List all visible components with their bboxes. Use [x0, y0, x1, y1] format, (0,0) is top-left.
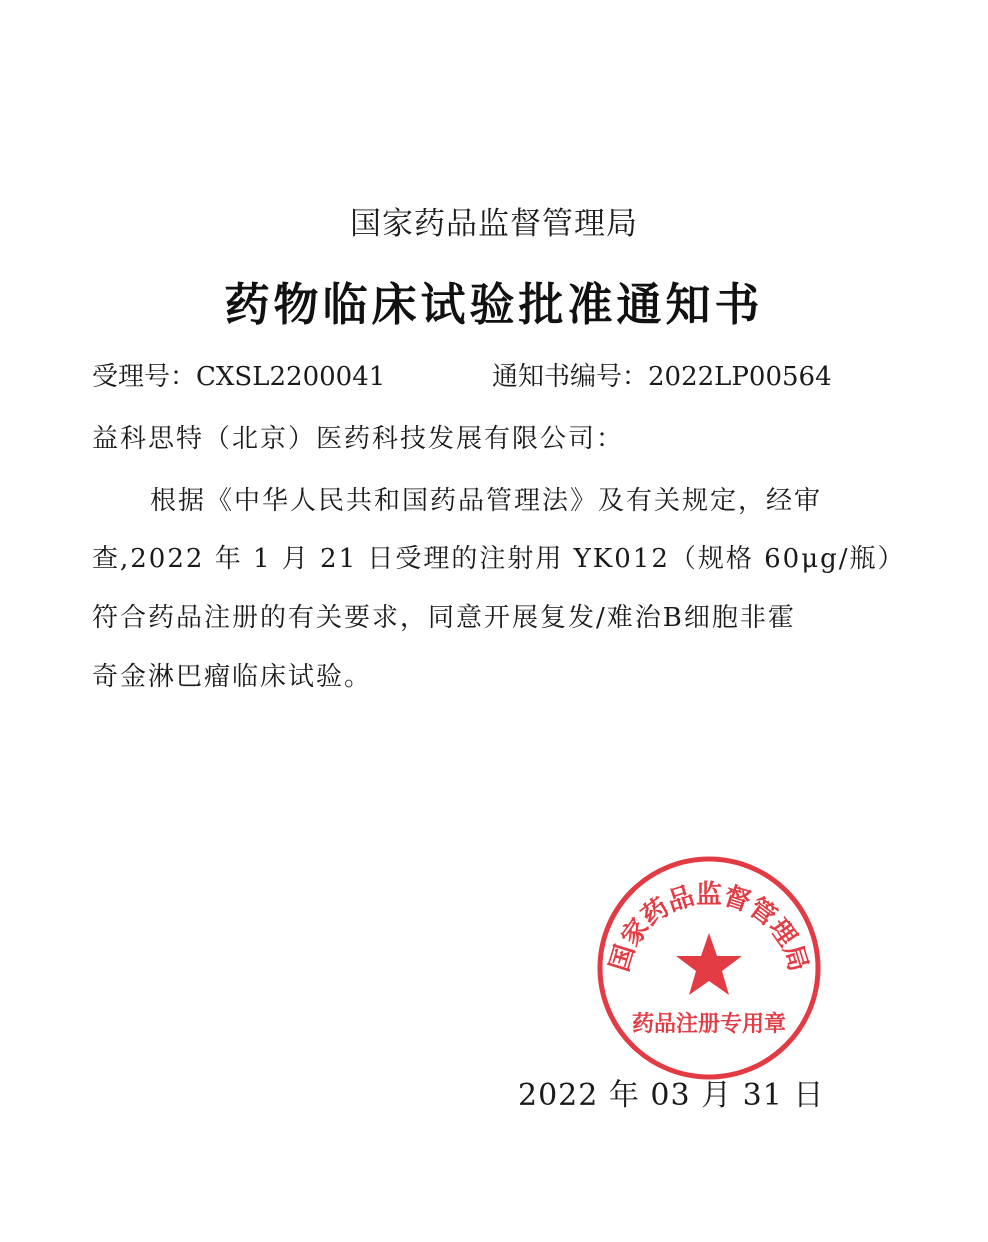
acceptance-number: 受理号：CXSL2200041	[92, 362, 386, 392]
body-line-2: 查,2022 年 1 月 21 日受理的注射用 YK012（规格 60μg/瓶）	[92, 544, 906, 574]
addressee: 益科思特（北京）医药科技发展有限公司：	[92, 424, 625, 454]
issue-date: 2022 年 03 月 31 日	[518, 1078, 825, 1113]
issuer-name: 国家药品监督管理局	[350, 206, 638, 242]
body-line-3: 符合药品注册的有关要求，同意开展复发/难治B细胞非霍	[92, 603, 796, 633]
document-title: 药物临床试验批准通知书	[224, 278, 764, 331]
body-line-1: 根据《中华人民共和国药品管理法》及有关规定，经审	[150, 486, 823, 516]
seal-bottom-text: 药品注册专用章	[631, 1012, 787, 1037]
star-icon	[676, 933, 742, 995]
body-line-4: 奇金淋巴瘤临床试验。	[92, 662, 373, 692]
official-seal	[594, 853, 824, 1083]
notice-number: 通知书编号：2022LP00564	[492, 362, 832, 392]
seal-ring-text: 国家药品监督管理局	[604, 879, 814, 976]
